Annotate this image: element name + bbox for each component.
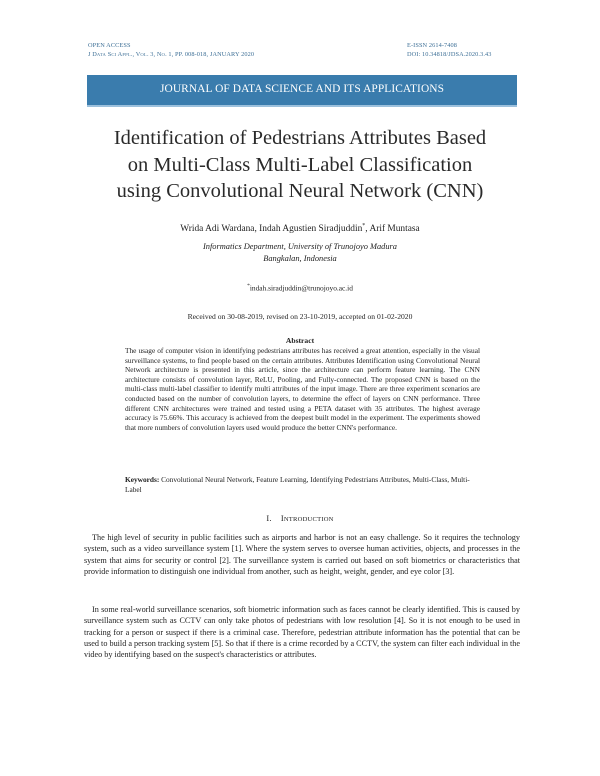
eissn-label: E-ISSN 2614-7408 [407,42,458,49]
affiliation-location: Bangkalan, Indonesia [263,254,337,263]
abstract-body: The usage of computer vision in identifying pedestrians attributes has received a great attention, especially in the visual surveillance systems, to find people based on the certain attributes. Attributes Identification using Convolutional Neural Network architecture is presented in this article, since the architecture can perform feature learning. The CNN architecture consists of convolution layer, ReLU, Pooling, and Fully-connected. The proposed CNN is based on the multi-class multi-label classifier to identify multi attributes of the input image. There are three experiment scenarios are conducted based on the number of convolution layers, to determine the effect of layers on CNN performance. Three different CNN architectures were trained and tested using a PETA dataset with 35 attributes. The highest average accuracy is 75.66%. This accuracy is achieved from the deepest built model in the experiment. The experiments showed that more numbers of convolution layers used would produce the better CNN's performance. [125,346,480,432]
journal-banner: JOURNAL OF DATA SCIENCE AND ITS APPLICATIONS [87,75,517,105]
author-list: Wrida Adi Wardana, Indah Agustien Siradjuddin*, Arif Muntasa [180,223,420,235]
title-line: Identification of Pedestrians Attributes Based [113,127,487,149]
section-heading-introduction: I. INTRODUCTION [266,514,334,523]
received-dates: Received on 30-08-2019, revised on 23-10-2019, accepted on 01-02-2020 [187,312,413,321]
doi-link[interactable]: DOI: 10.34818/JDSA.2020.3.43 [407,51,492,58]
corresponding-email[interactable]: *indah.siradjuddin@trunojoyo.ac.id [247,283,353,293]
journal-citation: J DATA SCI APPL., VOL. 3, NO. 1, PP. 008-018, JANUARY 2020 [88,51,255,58]
affiliation-department: Informatics Department, University of Trunojoyo Madura [202,242,397,251]
body-paragraph: In some real-world surveillance scenarios, soft biometric information such as faces cannot be clearly identified. This is caused by surveillance system such as CCTV can only take photos of pedestrians with low resolution [4]. So it is not enough to be used in tracking for a person or suspect if there is a criminal case. Therefore, pedestrian attribute information has the potential that can be used to build a person tracking system [5]. So that if there is a crime recorded by a CCTV, the system can filter each individual in the video by identifying based on the suspect's characteristics or attributes. [84,605,520,660]
abstract-heading: Abstract [285,336,315,345]
paper-title [60,125,540,205]
keywords: Keywords: Convolutional Neural Network, Feature Learning, Identifying Pedestrians Attributes, Multi-Class, Multi-Label [125,475,470,494]
title-line: using Convolutional Neural Network (CNN) [116,180,484,202]
body-paragraph: The high level of security in public facilities such as airports and harbor is not an easy challenge. So it requires the technology system, such as a video surveillance system [1]. Where the system serves to oversee human activities, objects, and processes in the system that aims for security or control [2]. The surveillance system is carried out based on soft biometrics or characteristics that provide information to distinguish one individual from another, such as height, weight, gender, and eye color [3]. [84,533,520,576]
banner-divider [87,105,517,107]
open-access-label: OPEN ACCESS [88,42,131,49]
title-line: on Multi-Class Multi-Label Classification [127,153,473,176]
